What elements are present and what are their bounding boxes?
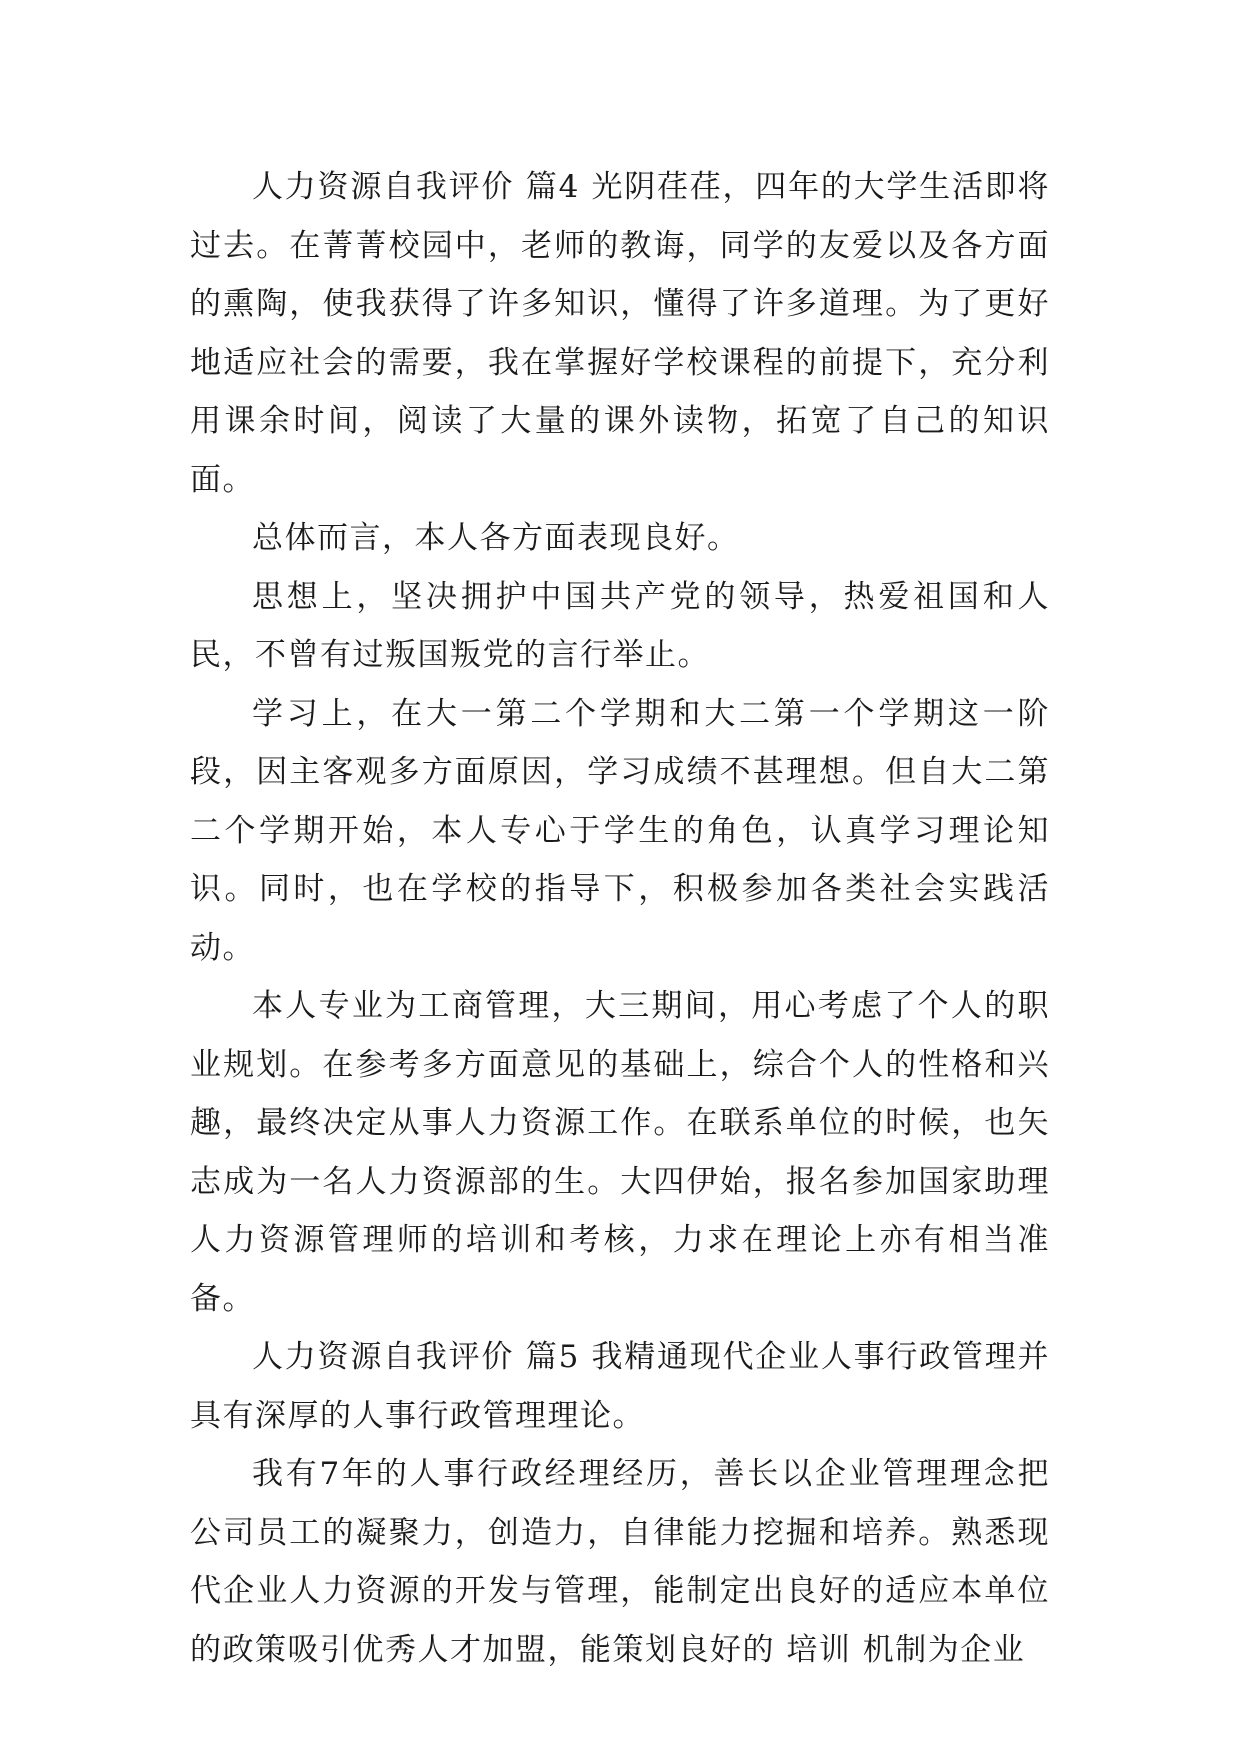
paragraph-2: 总体而言，本人各方面表现良好。 bbox=[252, 520, 740, 556]
paragraph-3: 思想上，坚决拥护中国共产党的领导，热爱祖国和人民，不曾有过叛国叛党的言行举止。 bbox=[190, 578, 1050, 673]
paragraph-4: 学习上，在大一第二个学期和大二第一个学期这一阶段，因主客观多方面原因，学习成绩不甚理想。但自大二第二个学期开始，本人专心于学生的角色，认真学习理论知识。同时，也在学校的指导下，积极参加各类社会实践活动。 bbox=[190, 695, 1050, 966]
document-body bbox=[190, 158, 1050, 1679]
paragraph-7: 我有7年的人事行政经理经历，善长以企业管理理念把公司员工的凝聚力，创造力，自律能力挖掘和培养。熟悉现代企业人力资源的开发与管理，能制定出良好的适应本单位的政策吸引优秀人才加盟，能策划良好的 培训 机制为企业 bbox=[190, 1456, 1050, 1668]
paragraph-5: 本人专业为工商管理，大三期间，用心考虑了个人的职业规划。在参考多方面意见的基础上，综合个人的性格和兴趣，最终决定从事人力资源工作。在联系单位的时候，也矢志成为一名人力资源部的生。大四伊始，报名参加国家助理人力资源管理师的培训和考核，力求在理论上亦有相当准备。 bbox=[190, 988, 1050, 1317]
paragraph-6: 人力资源自我评价 篇5 我精通现代企业人事行政管理并具有深厚的人事行政管理理论。 bbox=[190, 1339, 1050, 1434]
paragraph-1: 人力资源自我评价 篇4 光阴荏荏，四年的大学生活即将过去。在菁菁校园中，老师的教诲，同学的友爱以及各方面的熏陶，使我获得了许多知识，懂得了许多道理。为了更好地适应社会的需要，我在掌握好学校课程的前提下，充分利用课余时间，阅读了大量的课外读物，拓宽了自己的知识面。 bbox=[190, 169, 1050, 498]
